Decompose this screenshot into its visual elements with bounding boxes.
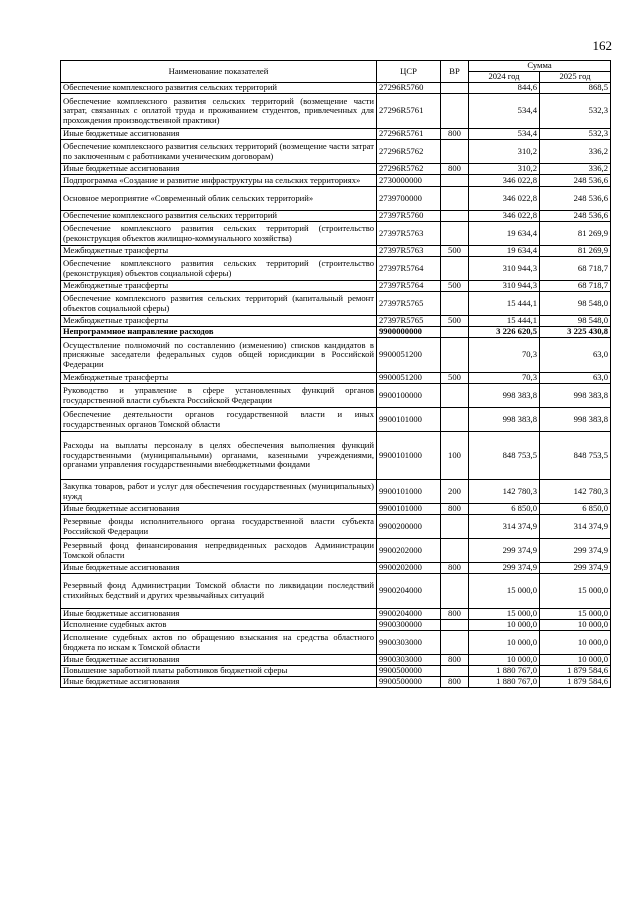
row-name: Подпрограмма «Создание и развитие инфраструктуры на сельских территориях»	[61, 175, 377, 187]
table-row	[61, 140, 611, 164]
row-vr: 800	[441, 655, 469, 666]
row-csr: 9900204000	[377, 609, 441, 620]
row-name: Повышение заработной платы работников бюджетной сферы	[61, 666, 377, 677]
row-vr: 500	[441, 246, 469, 257]
row-amount-2025: 248 536,6	[540, 187, 611, 211]
row-csr: 27397R5765	[377, 316, 441, 327]
table-row	[61, 655, 611, 666]
table-row	[61, 620, 611, 631]
row-vr: 500	[441, 281, 469, 292]
row-amount-2025: 532,3	[540, 94, 611, 129]
row-amount-2024: 346 022,8	[469, 187, 540, 211]
table-row	[61, 246, 611, 257]
row-amount-2024: 1 880 767,0	[469, 666, 540, 677]
row-amount-2025: 15 000,0	[540, 609, 611, 620]
row-csr: 9900202000	[377, 539, 441, 563]
row-name: Непрограммное направление расходов	[61, 327, 377, 338]
row-amount-2024: 6 850,0	[469, 504, 540, 515]
row-amount-2025: 314 374,9	[540, 515, 611, 539]
row-csr: 27296R5762	[377, 164, 441, 175]
row-amount-2025: 248 536,6	[540, 175, 611, 187]
row-amount-2025: 3 225 430,8	[540, 327, 611, 338]
row-name: Обеспечение комплексного развития сельских территорий (строительство (реконструкция) объектов социальной сферы)	[61, 257, 377, 281]
row-amount-2024: 310,2	[469, 140, 540, 164]
row-csr: 27296R5761	[377, 94, 441, 129]
row-amount-2024: 346 022,8	[469, 175, 540, 187]
row-vr	[441, 257, 469, 281]
row-name: Иные бюджетные ассигнования	[61, 504, 377, 515]
row-name: Межбюджетные трансферты	[61, 316, 377, 327]
row-amount-2025: 63,0	[540, 373, 611, 384]
table-row	[61, 129, 611, 140]
row-csr: 9900101000	[377, 504, 441, 515]
row-amount-2024: 314 374,9	[469, 515, 540, 539]
row-name: Иные бюджетные ассигнования	[61, 609, 377, 620]
row-vr: 800	[441, 609, 469, 620]
table-row	[61, 480, 611, 504]
row-name: Обеспечение деятельности органов государственной власти и иных государственных органов Томской области	[61, 408, 377, 432]
row-csr: 9900500000	[377, 666, 441, 677]
row-amount-2025: 15 000,0	[540, 574, 611, 609]
table-row	[61, 677, 611, 688]
row-name: Межбюджетные трансферты	[61, 246, 377, 257]
row-vr	[441, 83, 469, 94]
row-csr: 9900051200	[377, 373, 441, 384]
row-csr: 27296R5761	[377, 129, 441, 140]
table-row	[61, 539, 611, 563]
table-row	[61, 338, 611, 373]
table-row	[61, 83, 611, 94]
row-vr: 800	[441, 563, 469, 574]
row-vr	[441, 327, 469, 338]
row-csr: 9900051200	[377, 338, 441, 373]
row-vr: 500	[441, 373, 469, 384]
row-vr	[441, 187, 469, 211]
row-name: Межбюджетные трансферты	[61, 373, 377, 384]
row-amount-2025: 10 000,0	[540, 655, 611, 666]
row-csr: 9900100000	[377, 384, 441, 408]
row-amount-2024: 70,3	[469, 373, 540, 384]
row-amount-2025: 6 850,0	[540, 504, 611, 515]
row-name: Иные бюджетные ассигнования	[61, 655, 377, 666]
row-amount-2024: 299 374,9	[469, 539, 540, 563]
row-csr: 27397R5764	[377, 281, 441, 292]
row-vr	[441, 408, 469, 432]
row-csr: 27296R5762	[377, 140, 441, 164]
row-amount-2024: 10 000,0	[469, 631, 540, 655]
row-amount-2024: 15 444,1	[469, 292, 540, 316]
table-row	[61, 257, 611, 281]
row-vr	[441, 175, 469, 187]
row-vr	[441, 338, 469, 373]
row-name: Расходы на выплаты персоналу в целях обеспечения выполнения функций государственными (муниципальными) органами, казенными учреждениями, органами управления государственными внебюджетными фондами	[61, 432, 377, 480]
row-name: Обеспечение комплексного развития сельских территорий	[61, 83, 377, 94]
row-amount-2025: 848 753,5	[540, 432, 611, 480]
row-name: Осуществление полномочий по составлению (изменению) списков кандидатов в присяжные заседатели федеральных судов общей юрисдикции в Российской Федерации	[61, 338, 377, 373]
row-name: Руководство и управление в сфере установленных функций органов государственной власти субъекта Российской Федерации	[61, 384, 377, 408]
row-amount-2024: 10 000,0	[469, 655, 540, 666]
row-amount-2024: 70,3	[469, 338, 540, 373]
row-csr: 27397R5764	[377, 257, 441, 281]
table-row	[61, 281, 611, 292]
header-year-2025: 2025 год	[540, 72, 611, 83]
row-vr: 800	[441, 504, 469, 515]
row-amount-2024: 534,4	[469, 94, 540, 129]
row-vr	[441, 620, 469, 631]
table-row	[61, 515, 611, 539]
table-row	[61, 373, 611, 384]
header-sum: Сумма	[469, 61, 611, 72]
row-amount-2024: 10 000,0	[469, 620, 540, 631]
table-row	[61, 609, 611, 620]
row-amount-2025: 81 269,9	[540, 246, 611, 257]
row-amount-2024: 310,2	[469, 164, 540, 175]
row-amount-2024: 15 000,0	[469, 574, 540, 609]
row-name: Обеспечение комплексного развития сельских территорий (возмещение части затрат по заключенным с работниками ученическим договорам)	[61, 140, 377, 164]
row-csr: 27397R5760	[377, 211, 441, 222]
row-vr: 800	[441, 129, 469, 140]
row-name: Иные бюджетные ассигнования	[61, 164, 377, 175]
row-vr: 800	[441, 164, 469, 175]
row-amount-2025: 81 269,9	[540, 222, 611, 246]
row-amount-2025: 10 000,0	[540, 631, 611, 655]
row-name: Исполнение судебных актов по обращению взыскания на средства областного бюджета по искам к Томской области	[61, 631, 377, 655]
table-row	[61, 504, 611, 515]
row-amount-2025: 868,5	[540, 83, 611, 94]
row-csr: 9900300000	[377, 620, 441, 631]
row-csr: 2730000000	[377, 175, 441, 187]
table-row	[61, 164, 611, 175]
table-body	[61, 83, 611, 688]
row-csr: 9900500000	[377, 677, 441, 688]
row-csr: 9900303000	[377, 631, 441, 655]
row-name: Обеспечение комплексного развития сельских территорий (капитальный ремонт объектов социальной сферы)	[61, 292, 377, 316]
row-vr	[441, 222, 469, 246]
row-vr: 500	[441, 316, 469, 327]
page-number: 162	[592, 38, 612, 53]
row-amount-2024: 998 383,8	[469, 384, 540, 408]
row-amount-2024: 142 780,3	[469, 480, 540, 504]
row-amount-2025: 1 879 584,6	[540, 666, 611, 677]
row-vr	[441, 539, 469, 563]
row-name: Иные бюджетные ассигнования	[61, 677, 377, 688]
row-csr: 27397R5763	[377, 246, 441, 257]
row-name: Резервный фонд финансирования непредвиденных расходов Администрации Томской области	[61, 539, 377, 563]
row-amount-2025: 998 383,8	[540, 408, 611, 432]
header-csr: ЦСР	[377, 61, 441, 83]
row-amount-2025: 248 536,6	[540, 211, 611, 222]
row-name: Иные бюджетные ассигнования	[61, 563, 377, 574]
row-amount-2025: 299 374,9	[540, 563, 611, 574]
table-row	[61, 292, 611, 316]
table-row	[61, 408, 611, 432]
row-csr: 9900101000	[377, 480, 441, 504]
row-amount-2024: 310 944,3	[469, 257, 540, 281]
table-row	[61, 211, 611, 222]
row-vr: 100	[441, 432, 469, 480]
row-amount-2025: 142 780,3	[540, 480, 611, 504]
row-amount-2024: 3 226 620,5	[469, 327, 540, 338]
header-year-2024: 2024 год	[469, 72, 540, 83]
table-row	[61, 432, 611, 480]
row-name: Резервные фонды исполнительного органа государственной власти субъекта Российской Федерации	[61, 515, 377, 539]
row-amount-2025: 299 374,9	[540, 539, 611, 563]
row-name: Резервный фонд Администрации Томской области по ликвидации последствий стихийных бедствий и других чрезвычайных ситуаций	[61, 574, 377, 609]
row-name: Основное мероприятие «Современный облик сельских территорий»	[61, 187, 377, 211]
row-vr	[441, 666, 469, 677]
row-amount-2024: 346 022,8	[469, 211, 540, 222]
row-name: Исполнение судебных актов	[61, 620, 377, 631]
table-row	[61, 666, 611, 677]
row-name: Обеспечение комплексного развития сельских территорий (строительство (реконструкция объектов жилищно-коммунального хозяйства)	[61, 222, 377, 246]
row-amount-2025: 998 383,8	[540, 384, 611, 408]
table-row	[61, 316, 611, 327]
row-amount-2025: 68 718,7	[540, 257, 611, 281]
row-amount-2025: 10 000,0	[540, 620, 611, 631]
row-vr: 800	[441, 677, 469, 688]
budget-table	[60, 60, 611, 688]
row-vr: 200	[441, 480, 469, 504]
row-name: Межбюджетные трансферты	[61, 281, 377, 292]
row-csr: 27397R5763	[377, 222, 441, 246]
row-csr: 9900101000	[377, 408, 441, 432]
row-amount-2024: 15 000,0	[469, 609, 540, 620]
row-name: Обеспечение комплексного развития сельских территорий	[61, 211, 377, 222]
row-amount-2024: 848 753,5	[469, 432, 540, 480]
table-row	[61, 574, 611, 609]
row-vr	[441, 515, 469, 539]
row-amount-2025: 336,2	[540, 164, 611, 175]
row-csr: 27296R5760	[377, 83, 441, 94]
table-header	[61, 61, 611, 83]
row-amount-2024: 19 634,4	[469, 246, 540, 257]
row-name: Закупка товаров, работ и услуг для обеспечения государственных (муниципальных) нужд	[61, 480, 377, 504]
table-row	[61, 187, 611, 211]
row-vr	[441, 384, 469, 408]
row-amount-2024: 1 880 767,0	[469, 677, 540, 688]
row-csr: 9900303000	[377, 655, 441, 666]
row-csr: 9900101000	[377, 432, 441, 480]
row-amount-2025: 336,2	[540, 140, 611, 164]
header-vr: ВР	[441, 61, 469, 83]
row-csr: 9900202000	[377, 563, 441, 574]
row-amount-2024: 19 634,4	[469, 222, 540, 246]
row-vr	[441, 292, 469, 316]
row-amount-2024: 534,4	[469, 129, 540, 140]
row-amount-2025: 98 548,0	[540, 292, 611, 316]
table-row	[61, 222, 611, 246]
row-csr: 9900000000	[377, 327, 441, 338]
row-vr	[441, 94, 469, 129]
row-vr	[441, 574, 469, 609]
table-row	[61, 384, 611, 408]
row-amount-2025: 98 548,0	[540, 316, 611, 327]
row-amount-2024: 844,6	[469, 83, 540, 94]
row-vr	[441, 631, 469, 655]
row-amount-2024: 998 383,8	[469, 408, 540, 432]
row-vr	[441, 140, 469, 164]
table-row	[61, 327, 611, 338]
table-row	[61, 563, 611, 574]
row-name: Обеспечение комплексного развития сельских территорий (возмещение части затрат, связанных с оплатой труда и проживанием студентов, привлеченных для прохождения производственной практики)	[61, 94, 377, 129]
row-amount-2024: 310 944,3	[469, 281, 540, 292]
row-csr: 9900204000	[377, 574, 441, 609]
row-name: Иные бюджетные ассигнования	[61, 129, 377, 140]
row-csr: 27397R5765	[377, 292, 441, 316]
table-row	[61, 94, 611, 129]
row-vr	[441, 211, 469, 222]
row-amount-2025: 63,0	[540, 338, 611, 373]
row-amount-2025: 1 879 584,6	[540, 677, 611, 688]
row-amount-2025: 532,3	[540, 129, 611, 140]
row-amount-2025: 68 718,7	[540, 281, 611, 292]
row-csr: 9900200000	[377, 515, 441, 539]
row-csr: 2739700000	[377, 187, 441, 211]
table-row	[61, 175, 611, 187]
table-row	[61, 631, 611, 655]
row-amount-2024: 299 374,9	[469, 563, 540, 574]
header-name: Наименование показателей	[61, 61, 377, 83]
row-amount-2024: 15 444,1	[469, 316, 540, 327]
